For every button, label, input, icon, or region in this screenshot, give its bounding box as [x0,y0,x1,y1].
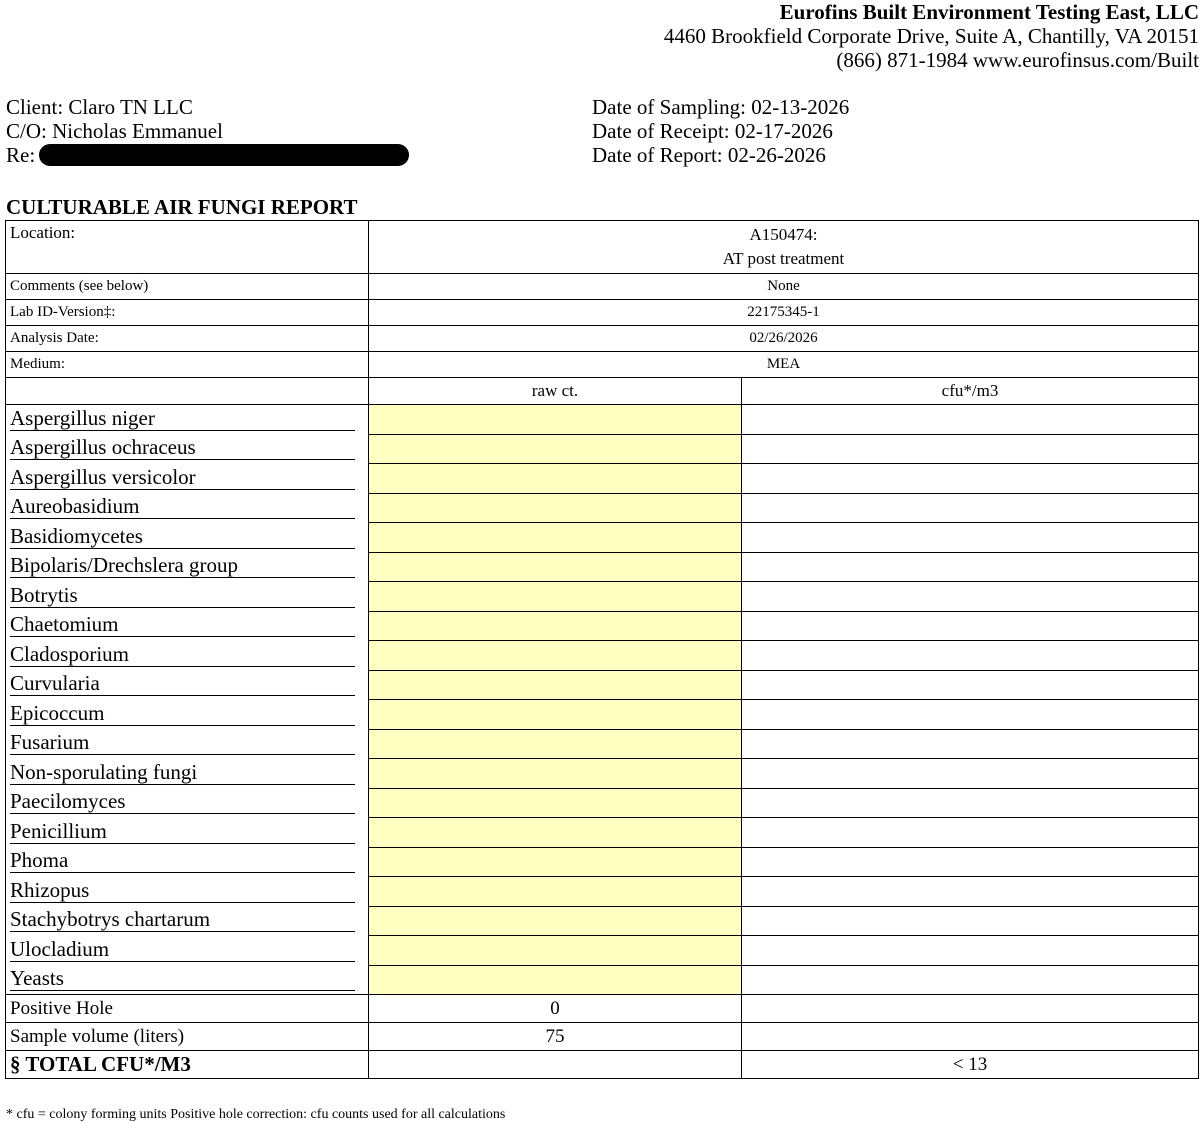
sample-volume-row [6,1023,1199,1051]
organism-label: Fusarium [10,732,355,755]
location-label: Location: [6,221,369,274]
sample-volume-value: 75 [369,1023,742,1051]
company-contact: (866) 871-1984 www.eurofinsus.com/Built [836,48,1199,72]
total-value: < 13 [742,1051,1199,1079]
raw-count-cell [369,611,742,641]
comments-value: None [369,274,1199,300]
organism-name [6,936,369,966]
labid-label: Lab ID-Version‡: [6,300,369,326]
organism-name [6,611,369,641]
organism-name [6,582,369,612]
cfu-cell [742,818,1199,848]
organism-label: Aspergillus niger [10,408,355,431]
care-of: C/O: Nicholas Emmanuel [6,119,223,143]
organism-name [6,759,369,789]
location-desc: AT post treatment [722,249,845,268]
cfu-cell [742,493,1199,523]
organism-row [6,965,1199,995]
analysis-date-value: 02/26/2026 [369,326,1199,352]
organism-label: Paecilomyces [10,791,355,814]
column-header-raw: raw ct. [369,378,742,405]
cfu-cell [742,464,1199,494]
organism-row [6,582,1199,612]
organism-row [6,641,1199,671]
raw-count-cell [369,965,742,995]
company-address: 4460 Brookfield Corporate Drive, Suite A, Chantilly, VA 20151 [663,24,1199,48]
comments-label: Comments (see below) [6,274,369,300]
cfu-cell [742,936,1199,966]
raw-count-cell [369,729,742,759]
positive-hole-label: Positive Hole [6,995,369,1023]
raw-count-cell [369,700,742,730]
organism-label: Basidiomycetes [10,526,355,549]
report-title: CULTURABLE AIR FUNGI REPORT [6,195,358,219]
organism-row [6,464,1199,494]
raw-count-cell [369,877,742,907]
organism-name [6,788,369,818]
raw-count-cell [369,906,742,936]
sample-volume-cfu [742,1023,1199,1051]
organism-label: Aspergillus versicolor [10,467,355,490]
positive-hole-cfu [742,995,1199,1023]
positive-hole-row [6,995,1199,1023]
analysis-date-label: Analysis Date: [6,326,369,352]
location-id: A150474: [749,225,818,244]
date-of-receipt: Date of Receipt: 02-17-2026 [592,119,833,143]
organism-name [6,818,369,848]
organism-label: Yeasts [10,968,355,991]
cfu-cell [742,847,1199,877]
organism-row [6,405,1199,435]
raw-count-cell [369,582,742,612]
organism-name [6,847,369,877]
organism-row [6,788,1199,818]
organism-name [6,523,369,553]
cfu-cell [742,788,1199,818]
organism-name [6,670,369,700]
organism-row [6,818,1199,848]
organism-row [6,700,1199,730]
organism-row [6,552,1199,582]
organism-label: Aureobasidium [10,496,355,519]
organism-label: Cladosporium [10,644,355,667]
organism-row [6,906,1199,936]
raw-count-cell [369,434,742,464]
re-line [6,143,409,167]
raw-count-cell [369,523,742,553]
cfu-cell [742,405,1199,435]
dates-info [592,95,849,167]
medium-value: MEA [369,352,1199,378]
raw-count-cell [369,405,742,435]
organism-row [6,729,1199,759]
raw-count-cell [369,670,742,700]
cfu-cell [742,965,1199,995]
date-of-report: Date of Report: 02-26-2026 [592,143,826,167]
labid-row [6,300,1199,326]
cfu-cell [742,641,1199,671]
sample-volume-label: Sample volume (liters) [6,1023,369,1051]
organism-label: Rhizopus [10,880,355,903]
total-row [6,1051,1199,1079]
organism-label: Curvularia [10,673,355,696]
footnote: * cfu = colony forming units Positive hole correction: cfu counts used for all calculations [6,1107,506,1122]
cfu-cell [742,906,1199,936]
labid-value: 22175345-1 [369,300,1199,326]
raw-count-cell [369,818,742,848]
raw-count-cell [369,936,742,966]
organism-label: Phoma [10,850,355,873]
total-label: § TOTAL CFU*/M3 [6,1051,369,1079]
organism-label: Botrytis [10,585,355,608]
organism-name [6,906,369,936]
organism-label: Ulocladium [10,939,355,962]
cfu-cell [742,582,1199,612]
organism-row [6,847,1199,877]
organism-row [6,434,1199,464]
company-header [439,0,1199,72]
organism-label: Epicoccum [10,703,355,726]
column-header-cfu: cfu*/m3 [742,378,1199,405]
organism-label: Chaetomium [10,614,355,637]
raw-count-cell [369,759,742,789]
organism-row [6,936,1199,966]
organism-name [6,729,369,759]
positive-hole-value: 0 [369,995,742,1023]
organism-name [6,965,369,995]
organism-label: Penicillium [10,821,355,844]
organism-row [6,611,1199,641]
raw-count-cell [369,641,742,671]
raw-count-cell [369,552,742,582]
analysis-date-row [6,326,1199,352]
cfu-cell [742,434,1199,464]
raw-count-cell [369,847,742,877]
date-of-sampling: Date of Sampling: 02-13-2026 [592,95,850,119]
organism-name [6,493,369,523]
comments-row [6,274,1199,300]
fungi-report-table [5,220,1199,1079]
organism-name [6,641,369,671]
redaction-bar [39,144,409,166]
organism-label: Stachybotrys chartarum [10,909,355,932]
organism-label: Bipolaris/Drechslera group [10,555,355,578]
organism-row [6,670,1199,700]
cfu-cell [742,523,1199,553]
cfu-cell [742,877,1199,907]
organism-name [6,877,369,907]
organism-row [6,877,1199,907]
raw-count-cell [369,788,742,818]
cfu-cell [742,700,1199,730]
medium-row [6,352,1199,378]
organism-row [6,493,1199,523]
cfu-cell [742,670,1199,700]
organism-name [6,552,369,582]
organism-label: Non-sporulating fungi [10,762,355,785]
organism-name [6,434,369,464]
raw-count-cell [369,493,742,523]
organism-row [6,759,1199,789]
location-row [6,221,1199,274]
re-label: Re: [6,143,36,167]
organism-name [6,464,369,494]
company-name: Eurofins Built Environment Testing East, LLC [779,0,1199,24]
location-value [369,221,1199,274]
client-name: Client: Claro TN LLC [6,95,193,119]
organism-row [6,523,1199,553]
cfu-cell [742,759,1199,789]
column-header-blank [6,378,369,405]
total-raw [369,1051,742,1079]
cfu-cell [742,729,1199,759]
organism-name [6,700,369,730]
organism-label: Aspergillus ochraceus [10,437,355,460]
column-header-row [6,378,1199,405]
cfu-cell [742,552,1199,582]
cfu-cell [742,611,1199,641]
raw-count-cell [369,464,742,494]
medium-label: Medium: [6,352,369,378]
client-info [6,95,409,167]
organism-name [6,405,369,435]
